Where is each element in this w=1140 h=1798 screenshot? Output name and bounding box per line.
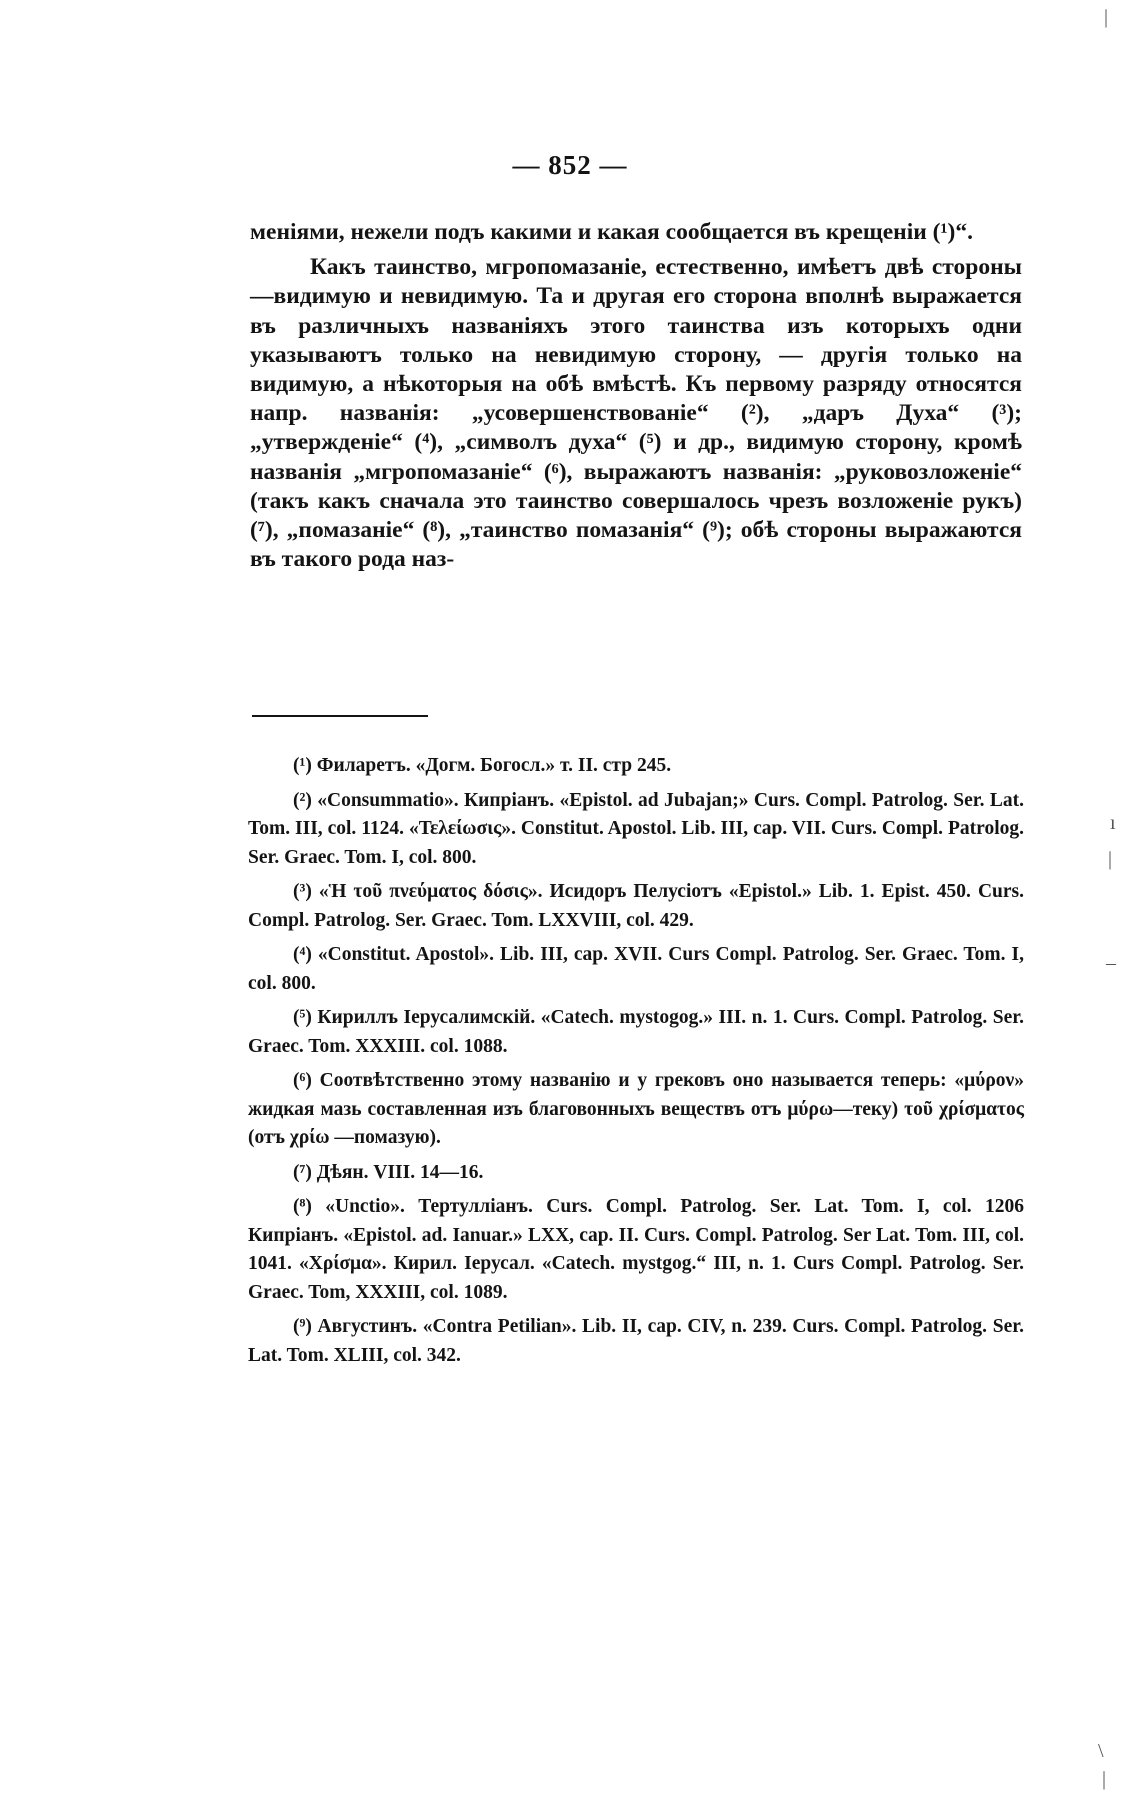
scan-edge-mark: \ [1098,1740,1104,1762]
footnote-mark: (⁴) [293,944,312,965]
footnote-text: «Unctio». Тертулліанъ. Curs. Compl. Patrolog. Ser. Lat. Tom. I, col. 1206 Кипріанъ. «Epistol. ad. Ianuar.» LXX, cap. II. Curs. Compl. Patrolog. Ser Lat. Tom. III, col. 1041. «Χρίσμα». Кирил. Іерусал. «Catech. mystgog.“ III, n. 1. Curs Compl. Patrolog. Ser. Graec. Tom, XXXIII, col. 1089. [248,1196,1024,1303]
footnote-8 [248,1193,1024,1307]
footnote-text: «Consummatio». Кипріанъ. «Epistol. ad Jubajan;» Curs. Compl. Patrolog. Ser. Lat. Tom. III, col. 1124. «Τελείωσις». Constitut. Apostol. Lib. III, cap. VII. Curs. Compl. Patrolog. Ser. Graec. Tom. I, col. 800. [248,789,1025,868]
footnote-mark: (⁷) [293,1161,312,1183]
scan-edge-mark: | [1108,848,1113,870]
footnote-7 [248,1159,1024,1188]
footnote-separator [252,715,428,717]
footnote-mark: (²) [293,789,312,811]
body-paragraph-2: Какъ таинство, мгропомазаніе, естественно, имѣетъ двѣ стороны—видимую и невидимую. Та и другая его сторона вполнѣ выражается въ различныхъ названіяхъ этого таинства изъ которыхъ одни указываютъ только на невидимую сторону, — другія только на видимую, а нѣкоторыя на обѣ вмѣстѣ. Къ первому разряду относятся напр. названія: „усовершенствованіе“ (²), „даръ Духа“ (³); „утвержденіе“ (⁴), „символъ духа“ (⁵) и др., видимую сторону, кромѣ названія „мгропомазаніе“ (⁶), выражаютъ названія: „руковозложеніе“ (такъ какъ сначала это таинство совершалось чрезъ возложеніе рукъ) (⁷), „помазаніе“ (⁸), „таинство помазанія“ (⁹); обѣ стороны выражаются въ такого рода наз- [250,254,1022,573]
footnote-text: Филаретъ. «Догм. Богосл.» т. II. стр 245. [316,755,672,776]
footnote-mark: (⁶) [293,1070,312,1091]
footnote-text: Соотвѣтственно этому названію и у грековъ оно называется теперь: «μύρον» жидкая мазь составленная изъ благовонныхъ веществъ отъ μύρω—теку) τοῦ χρίσματος (отъ χρίω —помазую). [248,1070,1024,1148]
footnote-mark: (¹) [293,755,312,776]
footnote-text: Кириллъ Іерусалимскій. «Catech. mystogog.» III. n. 1. Curs. Compl. Patrolog. Ser. Graec. Tom. XXXIII. col. 1088. [248,1007,1024,1057]
footnote-text: Августинъ. «Contra Petilian». Lib. II, cap. CIV, n. 239. Curs. Compl. Patrolog. Ser. Lat. Tom. XLIII, col. 342. [248,1316,1024,1366]
footnotes [248,752,1024,1376]
scan-edge-mark: – [1106,952,1116,974]
main-text [250,218,1022,574]
footnote-text: «Constitut. Apostol». Lib. III, cap. XVII. Curs Compl. Patrolog. Ser. Graec. Tom. I, col. 800. [248,944,1024,994]
footnote-1 [248,752,1024,781]
page-number: — 852 — [512,150,628,180]
footnote-mark: (⁹) [293,1316,312,1337]
scan-edge-mark: | [1102,1768,1107,1790]
footnote-mark: (⁵) [293,1007,312,1028]
footnote-3 [248,878,1024,935]
scan-edge-mark: | [1104,6,1109,28]
footnote-mark: (⁸) [293,1196,312,1217]
footnote-text: Дѣян. VIII. 14—16. [316,1161,484,1183]
footnote-5 [248,1004,1024,1061]
body-paragraph-1: меніями, нежели подъ какими и какая сообщается въ крещеніи (¹)“. [250,219,973,245]
footnote-mark: (³) [293,881,312,902]
scan-edge-mark: ı [1110,812,1116,834]
footnote-6 [248,1067,1024,1153]
footnote-9 [248,1313,1024,1370]
footnote-2 [248,787,1024,873]
footnote-text: «Ἡ τοῦ πνεύματος δόσις». Исидоръ Пелусіотъ «Epistol.» Lib. 1. Epist. 450. Curs. Compl. Patrolog. Ser. Graec. Tom. LXXVIII, col. 429. [248,881,1024,931]
footnote-4 [248,941,1024,998]
